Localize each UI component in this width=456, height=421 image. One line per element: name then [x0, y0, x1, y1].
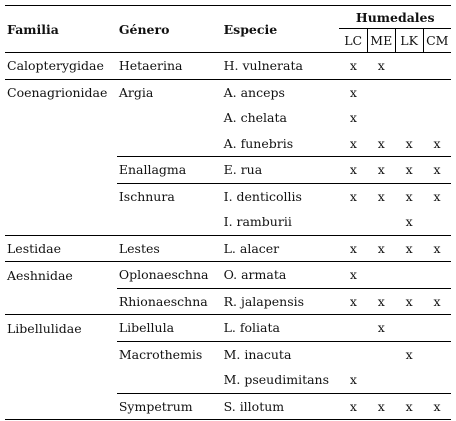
cell-familia [5, 367, 117, 393]
cell-genero: Rhionaeschna [117, 288, 222, 315]
cell-cm: x [423, 157, 451, 184]
species-table [5, 5, 451, 420]
cell-lc: x [339, 393, 367, 420]
cell-cm [423, 367, 451, 393]
cell-familia [5, 131, 117, 157]
cell-especie: M. inacuta [223, 346, 292, 362]
cell-familia: Libellulidae [7, 320, 82, 336]
cell-familia [5, 183, 117, 209]
cell-familia: Aeshnidae [7, 267, 73, 283]
table-row [5, 131, 451, 157]
cell-lc [339, 341, 367, 367]
cell-lc [339, 315, 367, 342]
cell-lk: x [395, 209, 423, 235]
cell-lk: x [395, 235, 423, 262]
cell-especie: L. alacer [222, 235, 340, 262]
cell-familia: Lestidae [5, 235, 117, 262]
header-lk: LK [395, 29, 423, 53]
cell-genero: Macrothemis [118, 346, 203, 362]
cell-especie: M. pseudimitans [222, 367, 340, 393]
cell-lk: x [405, 346, 413, 362]
cell-familia: Calopterygidae [5, 53, 117, 80]
table-row [5, 262, 451, 289]
cell-genero [117, 131, 222, 157]
table-row [5, 315, 451, 342]
cell-me [367, 209, 395, 235]
cell-me: x [367, 53, 395, 80]
cell-lc: x [339, 53, 367, 80]
cell-genero: Sympetrum [117, 393, 222, 420]
cell-especie: A. chelata [223, 110, 287, 126]
cell-cm: x [423, 288, 451, 315]
cell-lc: x [339, 367, 367, 393]
table-body [5, 53, 451, 420]
cell-lk: x [395, 288, 423, 315]
cell-genero [117, 367, 222, 393]
cell-especie: A. anceps [223, 84, 285, 100]
table-row [5, 341, 451, 367]
cell-cm: x [423, 393, 451, 420]
cell-familia [5, 157, 117, 184]
cell-familia [5, 209, 117, 235]
table-row [5, 209, 451, 235]
cell-genero: Lestes [117, 235, 222, 262]
cell-lc: x [339, 131, 367, 157]
cell-especie: S. illotum [222, 393, 340, 420]
cell-especie: R. jalapensis [222, 288, 340, 315]
cell-cm [423, 315, 451, 342]
table-row [5, 288, 451, 315]
cell-cm [423, 341, 451, 367]
cell-especie: I. ramburii [222, 209, 340, 235]
header-familia: Familia [5, 6, 117, 53]
cell-especie: E. rua [222, 157, 340, 184]
cell-familia [5, 288, 117, 315]
cell-especie: H. vulnerata [222, 53, 340, 80]
cell-genero [117, 105, 222, 131]
cell-lc: x [339, 157, 367, 184]
cell-lk [395, 79, 423, 105]
cell-familia [5, 393, 117, 420]
cell-familia [5, 341, 117, 367]
cell-lk [395, 315, 423, 342]
cell-lc: x [349, 110, 357, 126]
cell-familia: Coenagrionidae [7, 84, 108, 100]
header-especie: Especie [222, 6, 340, 53]
table-row [5, 105, 451, 131]
cell-lk [395, 105, 423, 131]
table-row [5, 183, 451, 209]
cell-lk: x [395, 157, 423, 184]
cell-me [367, 341, 395, 367]
cell-cm [423, 262, 451, 289]
cell-me: x [367, 157, 395, 184]
cell-genero: Argia [118, 84, 154, 100]
cell-lk [395, 262, 423, 289]
cell-me [367, 79, 395, 105]
cell-me [367, 262, 395, 289]
header-lc: LC [339, 29, 367, 53]
table-row [5, 393, 451, 420]
table-row [5, 235, 451, 262]
table-row [5, 53, 451, 80]
cell-cm [423, 79, 451, 105]
cell-cm: x [423, 235, 451, 262]
cell-lc [339, 209, 367, 235]
cell-lk [395, 367, 423, 393]
cell-me: x [367, 288, 395, 315]
table-row [5, 79, 451, 105]
cell-genero: Hetaerina [117, 53, 222, 80]
cell-lk: x [405, 188, 413, 204]
cell-me: x [377, 188, 385, 204]
cell-me [367, 105, 395, 131]
header-cm: CM [423, 29, 451, 53]
cell-me [367, 367, 395, 393]
cell-genero [117, 209, 222, 235]
cell-cm [423, 53, 451, 80]
table-row [5, 157, 451, 184]
cell-lc: x [339, 288, 367, 315]
cell-lk: x [395, 393, 423, 420]
cell-cm: x [433, 188, 441, 204]
cell-genero: Libellula [117, 315, 222, 342]
header-humedales: Humedales [339, 6, 451, 29]
cell-especie: L. foliata [222, 315, 340, 342]
cell-lc: x [349, 188, 357, 204]
cell-cm [423, 209, 451, 235]
cell-especie: I. denticollis [223, 188, 302, 204]
cell-genero: Oplonaeschna [117, 262, 222, 289]
header-me: ME [367, 29, 395, 53]
cell-me: x [367, 393, 395, 420]
cell-me: x [367, 235, 395, 262]
cell-lc: x [349, 84, 357, 100]
cell-lc: x [339, 262, 367, 289]
cell-familia [5, 105, 117, 131]
cell-genero: Enallagma [117, 157, 222, 184]
cell-me: x [367, 131, 395, 157]
cell-cm [423, 105, 451, 131]
cell-lc: x [339, 235, 367, 262]
cell-especie: A. funebris [222, 131, 340, 157]
cell-genero: Ischnura [118, 188, 175, 204]
header-genero: Género [117, 6, 222, 53]
cell-lk: x [395, 131, 423, 157]
cell-cm: x [423, 131, 451, 157]
cell-lk [395, 53, 423, 80]
cell-especie: O. armata [222, 262, 340, 289]
table-row [5, 367, 451, 393]
cell-me: x [367, 315, 395, 342]
